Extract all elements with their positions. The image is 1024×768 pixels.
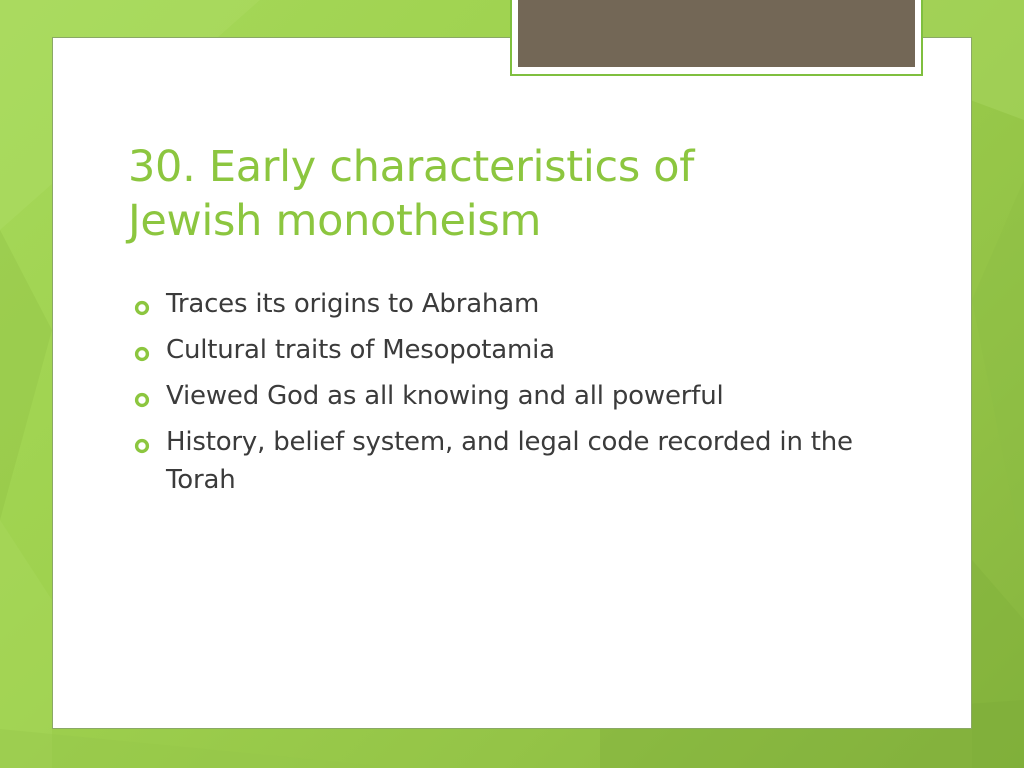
hollow-circle-bullet-icon xyxy=(134,438,150,454)
bullet-item xyxy=(134,377,854,415)
bullet-text: Viewed God as all knowing and all powerful xyxy=(166,381,724,411)
bullet-text: Traces its origins to Abraham xyxy=(166,289,540,319)
slide-title xyxy=(128,140,888,248)
bullet-item xyxy=(134,285,854,323)
bullet-text: Cultural traits of Mesopotamia xyxy=(166,335,555,365)
header-tab xyxy=(510,0,923,76)
bullet-item xyxy=(134,423,854,499)
slide-title-line-1: 30. Early characteristics of xyxy=(128,142,695,192)
hollow-circle-bullet-icon xyxy=(134,346,150,362)
header-tab-fill xyxy=(518,0,915,67)
bullet-item xyxy=(134,331,854,369)
bullet-list xyxy=(134,285,854,507)
hollow-circle-bullet-icon xyxy=(134,392,150,408)
slide-title-line-2: Jewish monotheism xyxy=(128,196,542,246)
bullet-text: History, belief system, and legal code recorded in the Torah xyxy=(166,427,853,495)
hollow-circle-bullet-icon xyxy=(134,300,150,316)
